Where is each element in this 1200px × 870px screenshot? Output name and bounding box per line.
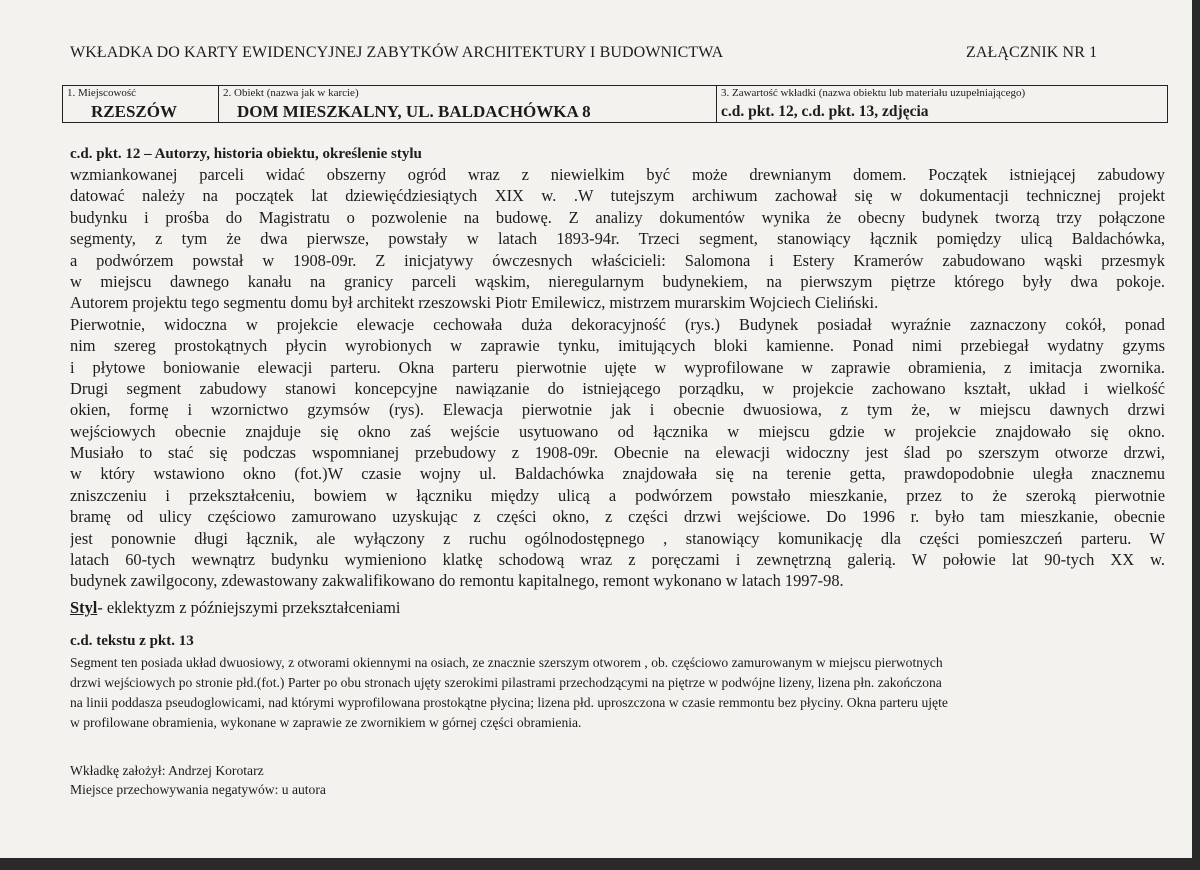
style-line: [70, 598, 400, 617]
section-12-body: [70, 164, 1165, 592]
text-line: Pierwotnie, widoczna w projekcie elewacje cechowała duża dekoracyjność (rys.) Budynek posiadał wyraźnie zaznaczony cokół, ponad: [70, 314, 1165, 334]
text-line: zniszczeniu i przekształceniu, bowiem w łączniku między ulicą a podwórzem powstało mieszkanie, przez to że szeroką pierwotnie: [70, 485, 1165, 505]
text-line: bramę od ulicy częściowo zamurowano uzyskując z części okno, z części drzwi wejściowe. Do 1996 r. było tam mieszkanie, obecnie: [70, 507, 1165, 527]
text-line: wejściowych obecnie znajduje się okno zaś wejście usytuowano od łącznika w miejscu gdzie w projekcie znajdowało się okno.: [70, 421, 1165, 441]
text-line: na linii poddasza pseudoglowicami, nad którymi wyprofilowana prostokątne płycina; lizena płd. uproszczona w czasie remmontu bez płyciny. Okna parteru ujęte: [70, 695, 948, 710]
text-line: latach 60-tych wewnątrz budynku wymieniono klatkę schodową wraz z poręczami i zewnętrzną galerią. W połowie lat 90-tych XX w.: [70, 550, 1165, 570]
contents-value: c.d. pkt. 12, c.d. pkt. 13, zdjęcia: [721, 103, 929, 120]
object-label: 2. Obiekt (nazwa jak w karcie): [223, 87, 359, 99]
text-line: Segment ten posiada układ dwuosiowy, z otworami okiennymi na osiach, ze znacznie szerszym otworem , ob. częściowo zamurowanym w miejscu pierwotnych: [70, 655, 943, 670]
text-line: i płytowe boniowanie elewacji parteru. Okna parteru pierwotnie ujęte w wyprofilowane w zaprawie obramienia, z imitacja zwornika.: [70, 357, 1165, 377]
text-line: datować należy na początek lat dziewięćdziesiątych XIX w. .W tutejszym archiwum zachował się w dokumentacji technicznej projekt: [70, 186, 1165, 206]
text-line: w który wstawiono okno (fot.)W czasie wojny ul. Baldachówka znajdowała się na terenie getta, prawdopodobnie uległa znacznemu: [70, 464, 1165, 484]
header-table: [62, 85, 1168, 123]
section-13-heading: c.d. tekstu z pkt. 13: [70, 633, 194, 649]
text-line: okien, formę i wzornictwo gzymsów (rys). Elewacja pierwotnie jak i obecnie dwuosiowa, z tym że, w miejscu dawnych drzwi: [70, 400, 1165, 420]
place-value: RZESZÓW: [91, 102, 177, 121]
contents-label: 3. Zawartość wkładki (nazwa obiektu lub materiału uzupełniającego): [721, 87, 1026, 99]
text-line: jest ponownie długi łącznik, ale wyłączony z ruchu ogólnodostępnego , stanowiący komunikację dla części pomieszczeń parteru. W: [70, 528, 1165, 548]
text-line: segmenty, z tym że dwa pierwsze, powstały w latach 1893-94r. Trzeci segment, stanowiący łącznik pomiędzy ulicą Baldachówka,: [70, 229, 1165, 249]
text-line: Autorem projektu tego segmentu domu był architekt rzeszowski Piotr Emilewicz, mistrzem murarskim Wojciech Cieliński.: [70, 293, 879, 313]
text-line: a podwórzem powstał w 1908-09r. Z inicjatywy ówczesnych właścicieli: Salomona i Estery Kramerów zabudowano wąski przesmyk: [70, 250, 1165, 270]
text-line: Musiało to stać się podczas wspomnianej przebudowy z 1908-09r. Obecnie na elewacji widoczny jest ślad po szerszym otworze drzwi,: [70, 443, 1165, 463]
object-cell: [219, 86, 717, 122]
object-value: DOM MIESZKALNY, UL. BALDACHÓWKA 8: [237, 102, 591, 121]
text-line: wzmiankowanej parceli widać obszerny ogród wraz z niewielkim być może drewnianym domem. Początek istniejącej zabudowy: [70, 165, 1165, 184]
attachment-number: ZAŁĄCZNIK NR 1: [966, 44, 1098, 61]
style-text: - eklektyzm z późniejszymi przekształceniami: [97, 598, 401, 617]
text-line: budynku i prośba do Magistratu o pozwolenie na budowę. Z analizy dokumentów wynika że obecny budynek tworzą trzy połączone: [70, 207, 1165, 227]
text-line: nim szereg prostokątnych płycin wyrobionych w zaprawie tynku, imitujących bloki kamienne. Ponad nimi przebiegał wydatny gzyms: [70, 336, 1165, 356]
text-line: Drugi segment zabudowy stanowi koncepcyjne nawiązanie do istniejącego porządku, w projekcie zachowano kształt, układ i wielkość: [70, 378, 1165, 398]
author-line: Wkładkę założył: Andrzej Korotarz: [70, 763, 264, 778]
contents-cell: [717, 86, 1167, 122]
negatives-line: Miejsce przechowywania negatywów: u autora: [70, 782, 326, 797]
text-line: w profilowane obramienia, wykonane w zaprawie ze zwornikiem w górnej części obramienia.: [70, 715, 582, 730]
place-cell: [63, 86, 219, 122]
style-label: Styl: [70, 598, 98, 617]
section-13-body: [70, 653, 1165, 733]
text-line: drzwi wejściowych po stronie płd.(fot.) Parter po obu stronach ujęty szerokimi pilastrami przechodzącymi na piętrze w podwójne lizeny, lizena płn. zakończona: [70, 675, 942, 690]
document-title: WKŁADKA DO KARTY EWIDENCYJNEJ ZABYTKÓW ARCHITEKTURY I BUDOWNICTWA: [70, 44, 724, 61]
text-line: w miejscu dawnego kanału na granicy parceli wąskim, nieregularnym budynekiem, na pierwszym piętrze którego były dwa pokoje.: [70, 271, 1165, 291]
section-12-heading: c.d. pkt. 12 – Autorzy, historia obiektu, określenie stylu: [70, 146, 422, 162]
place-label: 1. Miejscowość: [67, 87, 137, 99]
text-line: budynek zawilgocony, zdewastowany zakwalifikowano do remontu kapitalnego, remont wykonano w latach 1997-98.: [70, 571, 844, 591]
